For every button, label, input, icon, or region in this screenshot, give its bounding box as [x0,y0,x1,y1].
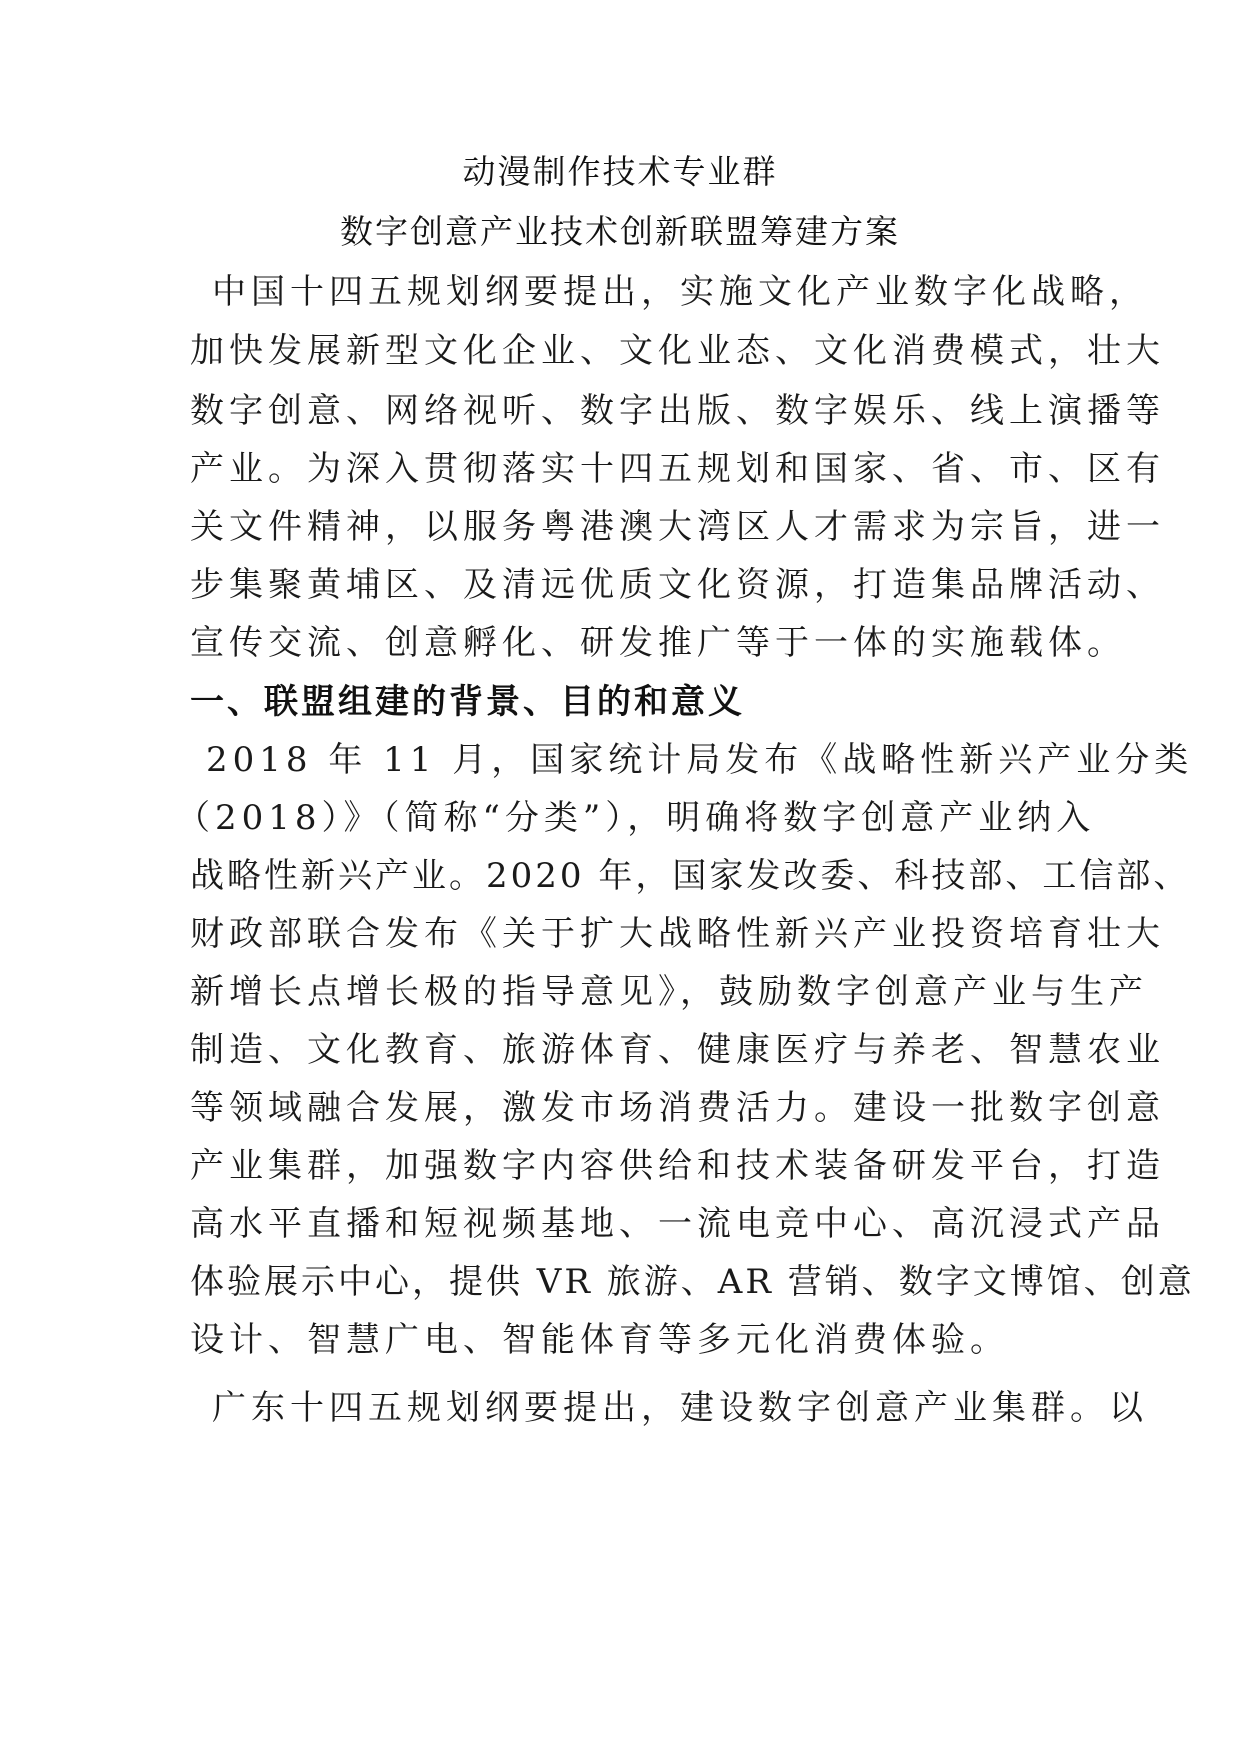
intro-line-1: 中国十四五规划纲要提出，实施文化产业数字化战略， [212,272,1148,312]
section-1-line-7: 等领域融合发展，激发市场消费活力。建设一批数字创意 [190,1088,1165,1128]
intro-line-6: 步集聚黄埔区、及清远优质文化资源，打造集品牌活动、 [190,565,1165,605]
intro-line-4: 产业。为深入贯彻落实十四五规划和国家、省、市、区有 [190,449,1165,489]
section-1-line-5: 新增长点增长极的指导意见》，鼓励数字创意产业与生产 [190,972,1148,1012]
section-1-para-2-line-1: 广东十四五规划纲要提出，建设数字创意产业集群。以 [212,1388,1148,1428]
section-1-line-4: 财政部联合发布《关于扩大战略性新兴产业投资培育壮大 [190,914,1165,954]
section-1-line-1: 2018 年 11 月，国家统计局发布《战略性新兴产业分类 [206,740,1194,780]
intro-line-7: 宣传交流、创意孵化、研发推广等于一体的实施载体。 [190,623,1126,663]
intro-line-2: 加快发展新型文化企业、文化业态、文化消费模式，壮大 [190,331,1165,371]
section-1-heading: 一、联盟组建的背景、目的和意义 [190,682,745,722]
section-1-line-3: 战略性新兴产业。2020 年，国家发改委、科技部、工信部、 [190,856,1191,896]
section-1-line-2: （2018）》（简称“分类”），明确将数字创意产业纳入 [176,798,1096,838]
section-1-line-6: 制造、文化教育、旅游体育、健康医疗与养老、智慧农业 [190,1030,1165,1070]
document-title-line-2: 数字创意产业技术创新联盟筹建方案 [340,212,900,251]
section-1-line-11: 设计、智慧广电、智能体育等多元化消费体验。 [190,1320,1009,1360]
intro-line-5: 关文件精神，以服务粤港澳大湾区人才需求为宗旨，进一 [190,507,1165,547]
section-1-line-9: 高水平直播和短视频基地、一流电竞中心、高沉浸式产品 [190,1204,1165,1244]
intro-line-3: 数字创意、网络视听、数字出版、数字娱乐、线上演播等 [190,391,1165,431]
document-title-line-1: 动漫制作技术专业群 [462,152,778,191]
section-1-line-8: 产业集群，加强数字内容供给和技术装备研发平台，打造 [190,1146,1165,1186]
section-1-line-10: 体验展示中心，提供 VR 旅游、AR 营销、数字文博馆、创意 [190,1262,1195,1302]
